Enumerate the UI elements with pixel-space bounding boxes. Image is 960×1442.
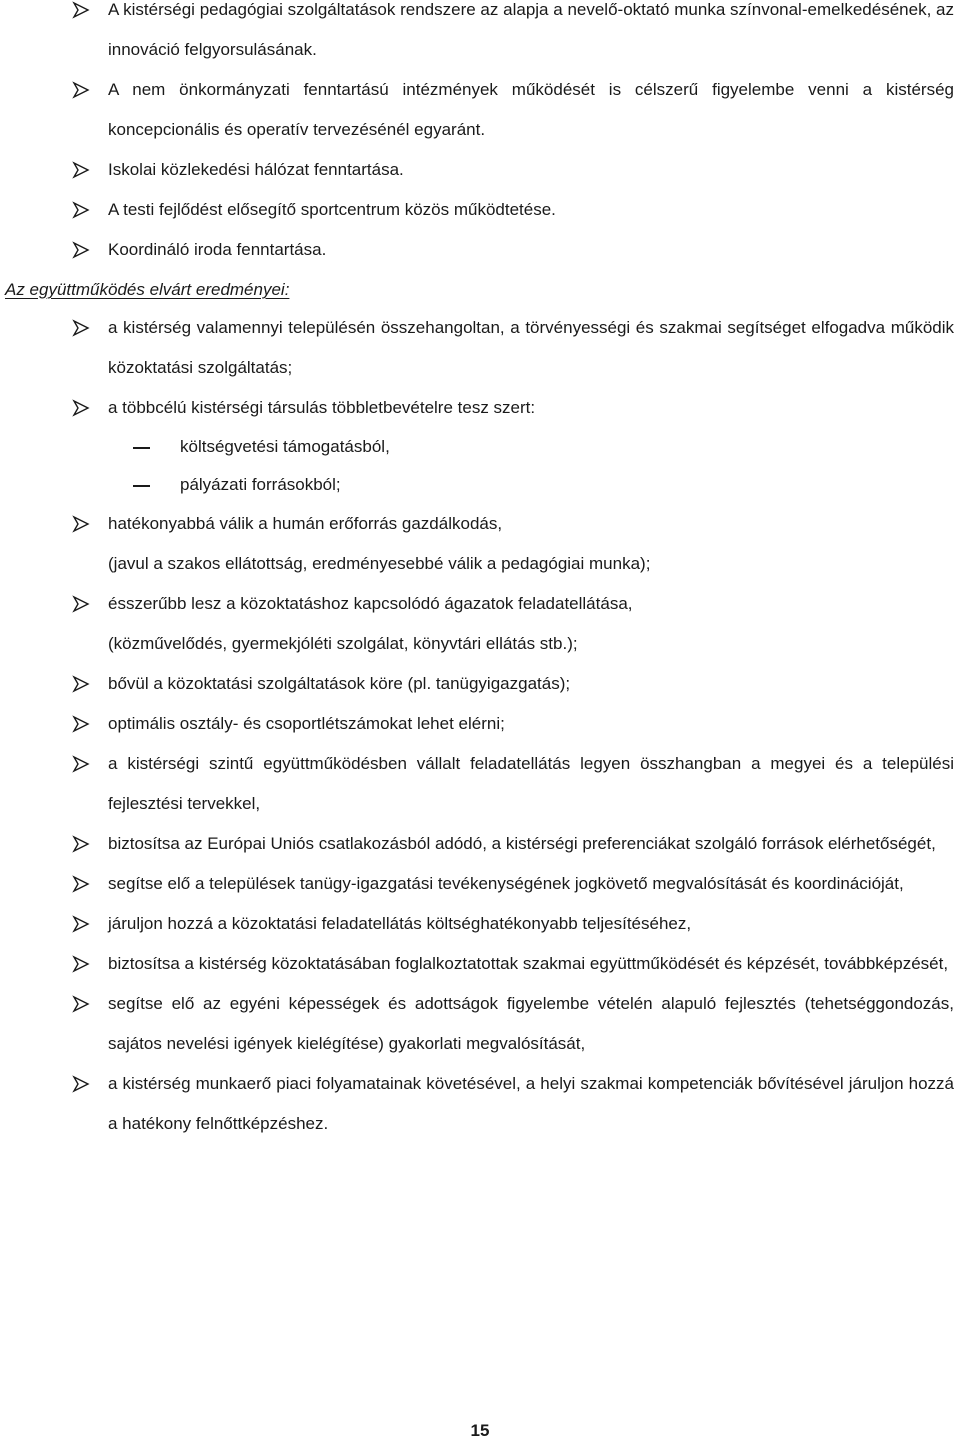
arrowhead-bullet-icon <box>72 835 90 853</box>
arrowhead-bullet-icon <box>72 161 90 179</box>
arrowhead-bullet-icon <box>72 1075 90 1093</box>
list-item-text: Iskolai közlekedési hálózat fenntartása. <box>108 160 404 179</box>
list-item <box>0 584 958 624</box>
list-item-text: biztosítsa a kistérség közoktatásában foglalkoztatottak szakmai együttműködését és képzését, továbbképzését, <box>108 954 949 973</box>
list-item-text: A testi fejlődést elősegítő sportcentrum közös működtetése. <box>108 200 556 219</box>
list-item-text: (közművelődés, gyermekjóléti szolgálat, könyvtári ellátás stb.); <box>108 634 578 653</box>
arrowhead-bullet-icon <box>72 515 90 533</box>
list-item <box>0 984 958 1064</box>
list-item <box>0 388 958 428</box>
arrowhead-bullet-icon <box>72 81 90 99</box>
list-item-text: (javul a szakos ellátottság, eredményesebbé válik a pedagógiai munka); <box>108 554 651 573</box>
list-item <box>0 230 958 270</box>
intro-list <box>0 0 958 270</box>
arrowhead-bullet-icon <box>72 399 90 417</box>
sub-list-item-text: pályázati forrásokból; <box>180 475 341 494</box>
arrowhead-bullet-icon <box>72 1 90 19</box>
list-item <box>0 504 958 544</box>
arrowhead-bullet-icon <box>72 675 90 693</box>
list-item <box>0 308 958 388</box>
list-item <box>0 744 958 824</box>
results-section <box>0 272 958 1144</box>
section-heading: Az együttműködés elvárt eredményei: <box>5 280 290 299</box>
arrowhead-bullet-icon <box>72 995 90 1013</box>
list-item <box>0 150 958 190</box>
list-item-text: a kistérség valamennyi településén összehangoltan, a törvényességi és szakmai segítséget elfogadva működik közoktatási szolgáltatás; <box>108 318 954 377</box>
arrowhead-bullet-icon <box>72 201 90 219</box>
arrowhead-bullet-icon <box>72 915 90 933</box>
sub-list-item-text: költségvetési támogatásból, <box>180 437 390 456</box>
list-item-text: optimális osztály- és csoportlétszámokat lehet elérni; <box>108 714 505 733</box>
list-item-continuation <box>0 544 958 584</box>
arrowhead-bullet-icon <box>72 875 90 893</box>
list-item-text: biztosítsa az Európai Uniós csatlakozásból adódó, a kistérségi preferenciákat szolgáló források elérhetőségét, <box>108 834 936 853</box>
list-item-text: A kistérségi pedagógiai szolgáltatások rendszere az alapja a nevelő-oktató munka színvonal-emelkedésének, az innováció felgyorsulásának. <box>108 0 954 59</box>
list-item <box>0 664 958 704</box>
arrowhead-bullet-icon <box>72 715 90 733</box>
sub-list-item <box>0 428 958 466</box>
arrowhead-bullet-icon <box>72 241 90 259</box>
list-item-text: ésszerűbb lesz a közoktatáshoz kapcsolódó ágazatok feladatellátása, <box>108 594 633 613</box>
list-item <box>0 1064 958 1144</box>
list-item <box>0 70 958 150</box>
list-item <box>0 704 958 744</box>
arrowhead-bullet-icon <box>72 319 90 337</box>
list-item-text: a kistérség munkaerő piaci folyamatainak követésével, a helyi szakmai kompetenciák bővítésével járuljon hozzá a hatékony felnőttképzéshez. <box>108 1074 954 1133</box>
list-item-text: Koordináló iroda fenntartása. <box>108 240 327 259</box>
arrowhead-bullet-icon <box>72 755 90 773</box>
list-item-text: járuljon hozzá a közoktatási feladatellátás költséghatékonyabb teljesítéséhez, <box>108 914 692 933</box>
list-item-text: hatékonyabbá válik a humán erőforrás gazdálkodás, <box>108 514 503 533</box>
list-item-text: a többcélú kistérségi társulás többletbevételre tesz szert: <box>108 398 536 417</box>
list-item-text: bővül a közoktatási szolgáltatások köre (pl. tanügyigazgatás); <box>108 674 571 693</box>
dash-bullet-icon <box>133 485 150 487</box>
list-item <box>0 824 958 864</box>
list-item-text: A nem önkormányzati fenntartású intézmények működését is célszerű figyelembe venni a kistérség koncepcionális és operatív tervezésénél egyaránt. <box>108 80 954 139</box>
arrowhead-bullet-icon <box>72 595 90 613</box>
list-item-text: segítse elő a települések tanügy-igazgatási tevékenységének jogkövető megvalósítását és koordinációját, <box>108 874 904 893</box>
list-item-text: segítse elő az egyéni képességek és adottságok figyelembe vételén alapuló fejlesztés (tehetséggondozás, sajátos nevelési igények kielégítése) gyakorlati megvalósítását, <box>108 994 954 1053</box>
list-item-continuation <box>0 624 958 664</box>
list-item <box>0 0 958 70</box>
dash-bullet-icon <box>133 447 150 449</box>
page-number: 15 <box>470 1421 490 1440</box>
sub-list-item <box>0 466 958 504</box>
list-item <box>0 190 958 230</box>
list-item-text: a kistérségi szintű együttműködésben vállalt feladatellátás legyen összhangban a megyei és a települési fejlesztési tervekkel, <box>108 754 954 813</box>
arrowhead-bullet-icon <box>72 955 90 973</box>
list-item <box>0 864 958 904</box>
list-item <box>0 904 958 944</box>
list-item <box>0 944 958 984</box>
